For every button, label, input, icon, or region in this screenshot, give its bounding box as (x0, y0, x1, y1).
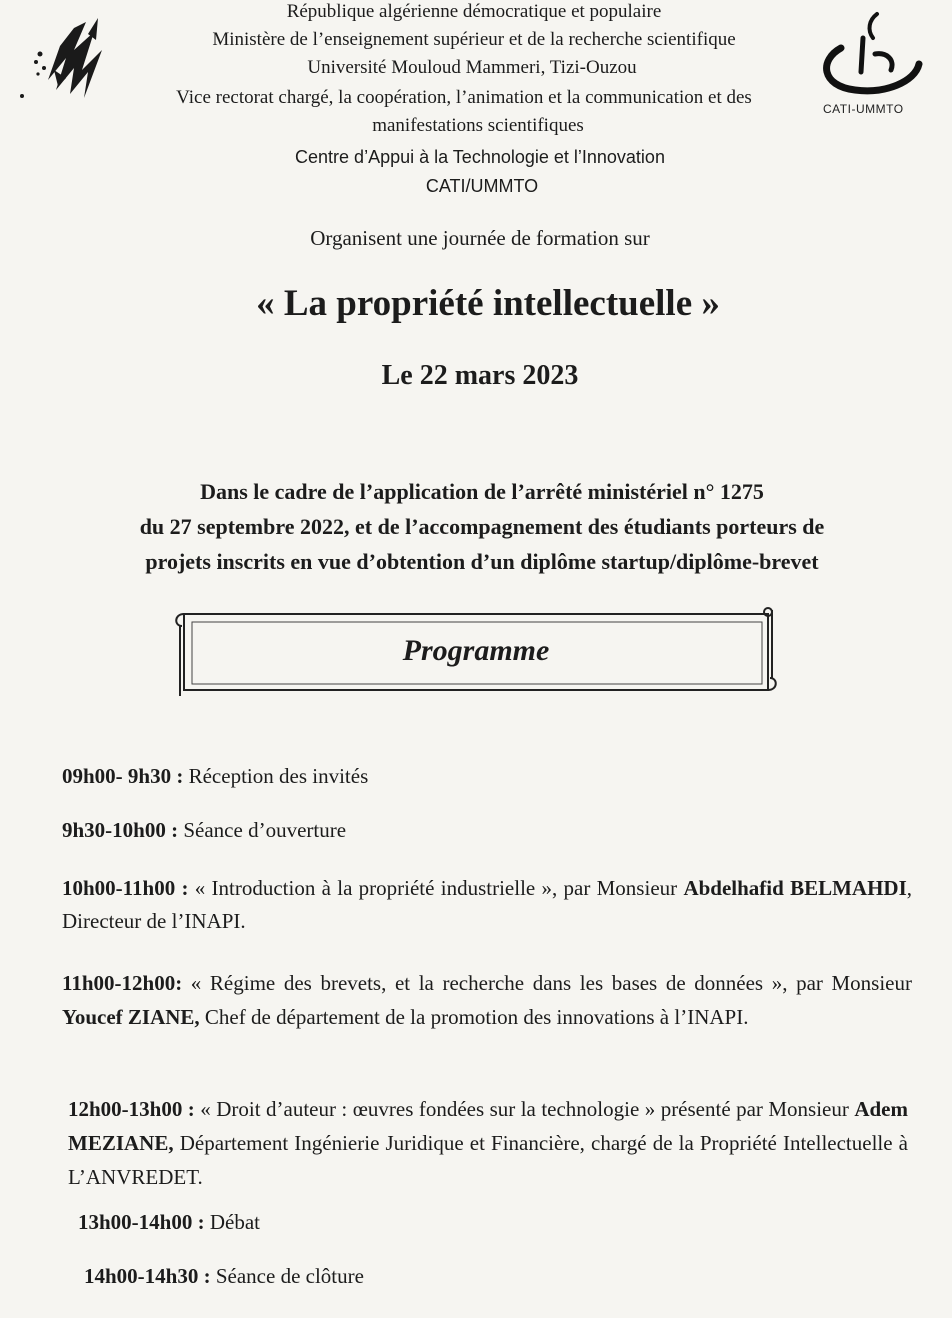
schedule-item (62, 872, 912, 938)
context-paragraph (62, 474, 902, 579)
header-university: Université Mouloud Mammeri, Tizi-Ouzou (307, 57, 637, 78)
schedule-text: Débat (204, 1210, 261, 1234)
schedule-item (78, 1206, 898, 1239)
programme-heading: Programme (402, 634, 550, 667)
header-centre: Centre d’Appui à la Technologie et l’Innovation (295, 147, 665, 167)
schedule-text: Département Ingénierie Juridique et Financière, chargé de la Propriété Intellectuelle à L’ANVREDET. (68, 1131, 908, 1189)
schedule-text: Séance d’ouverture (178, 818, 347, 842)
context-line-1: Dans le cadre de l’application de l’arrêté ministériel n° 1275 (200, 479, 764, 504)
schedule-time: 13h00-14h00 : (78, 1210, 205, 1234)
schedule-item (62, 966, 912, 1034)
speaker-name: Adem MEZIANE, (68, 1097, 908, 1155)
schedule-time: 11h00-12h00: (62, 971, 183, 995)
header-republic: République algérienne démocratique et populaire (286, 1, 662, 22)
header-vice-rectorat: Vice rectorat chargé, la coopération, l’animation et la communication et des (176, 87, 752, 108)
schedule-text: Chef de département de la promotion des innovations à l’INAPI. (199, 1005, 749, 1029)
schedule-text: « Régime des brevets, et la recherche dans les bases de données », par Monsieur (182, 971, 912, 995)
schedule-time: 09h00- 9h30 : (62, 764, 184, 788)
schedule-item (84, 1260, 904, 1293)
speaker-name: Youcef ZIANE, (62, 1005, 200, 1029)
schedule-item (62, 760, 902, 793)
header-cati: CATI/UMMTO (425, 176, 539, 196)
header-manifestations: manifestations scientifiques (372, 115, 584, 136)
programme-banner (172, 606, 780, 698)
schedule-item (68, 1092, 908, 1194)
speaker-name: Abdelhafid BELMAHDI (683, 876, 907, 900)
header-ministry: Ministère de l’enseignement supérieur et de la recherche scientifique (212, 29, 736, 50)
cati-ummto-logo-text: CATI-UMMTO (823, 102, 904, 116)
schedule-text: « Introduction à la propriété industrielle », par Monsieur (188, 876, 678, 900)
schedule-text: Réception des invités (183, 764, 369, 788)
schedule-time: 9h30-10h00 : (62, 818, 179, 842)
schedule-item (62, 814, 902, 847)
schedule-text: , Directeur de l’INAPI. (62, 876, 913, 933)
schedule-text: « Droit d’auteur : œuvres fondées sur la technologie » présenté par Monsieur (194, 1097, 855, 1121)
context-line-3: projets inscrits en vue d’obtention d’un diplôme startup/diplôme-brevet (145, 549, 819, 574)
schedule-time: 14h00-14h30 : (84, 1264, 211, 1288)
event-date: Le 22 mars 2023 (381, 360, 579, 391)
schedule-text: Séance de clôture (210, 1264, 364, 1288)
intro-text: Organisent une journée de formation sur (310, 226, 650, 250)
schedule-time: 12h00-13h00 : (68, 1097, 195, 1121)
context-line-2: du 27 septembre 2022, et de l’accompagnement des étudiants porteurs de (139, 514, 825, 539)
schedule-time: 10h00-11h00 : (62, 876, 189, 900)
event-title: « La propriété intellectuelle » (256, 283, 720, 324)
